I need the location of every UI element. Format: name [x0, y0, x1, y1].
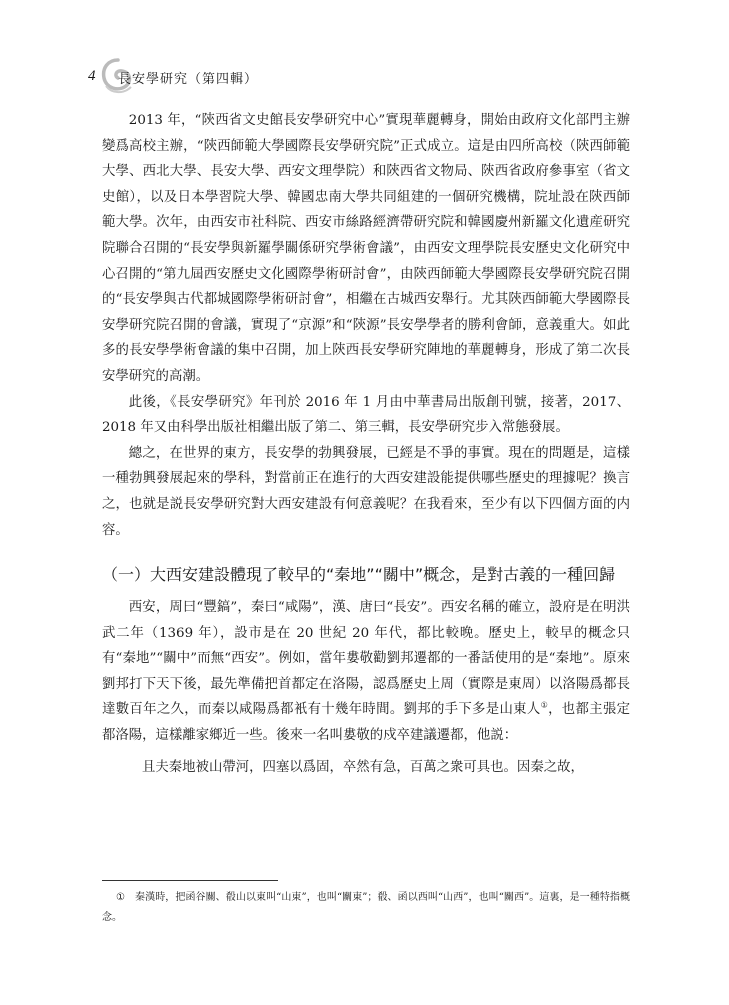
- paragraph: 此後，《長安學研究》年刊於 2016 年 1 月由中華書局出版創刊號，接著，2017、2018 年又由科學出版社相繼出版了第二、第三輯，長安學研究步入常態發展。: [102, 394, 630, 436]
- section-heading: （一）大西安建設體現了較早的“秦地”“關中”概念，是對古義的一種回歸: [102, 565, 616, 585]
- paragraph-text: 西安，周曰“豐鎬”，秦曰“咸陽”，漢、唐曰“長安”。西安名稱的確立，設府是在明洪武二年（1369 年），設市是在 20 世紀 20 年代，都比較晚。歷史上，較早的概念只有“秦地”“關中”而無“西安”。例如，當年婁敬勸劉邦遷都的一番話使用的是“秦地”。原來劉邦打下天下後，最先準備把首都定在洛陽，認爲歷史上周（實際是東周）以洛陽爲都長達數百年之久，而秦以咸陽爲都衹有十幾年時間。劉邦的手下多是山東人: [102, 600, 630, 718]
- footnote-divider: [102, 880, 278, 881]
- block-quote: 且夫秦地被山帶河，四塞以爲固，卒然有急，百萬之衆可具也。因秦之故，: [142, 759, 584, 775]
- running-title: 長安學研究（第四輯）: [118, 72, 259, 87]
- page-number: 4: [88, 68, 96, 84]
- paragraph: 2013 年，“陝西省文史館長安學研究中心”實現華麗轉身，開始由政府文化部門主辦變爲高校主辦，“陝西師範大學國際長安學研究院”正式成立。這是由四所高校（陝西師範大學、西北大學、長安大學、西安文理學院）和陝西省文物局、陝西省政府參事室（省文史館），以及日本學習院大學、韓國忠南大學共同組建的一個研究機構，院址設在陝西師範大學。次年，由西安市社科院、西安市絲路經濟帶研究院和韓國慶州新羅文化遺産研究院聯合召開的“長安學與新羅學關係研究學術會議”，由西安文理學院長安歷史文化研究中心召開的“第九屆西安歷史文化國際學術研討會”，由陝西師範大學國際長安學研究院召開的“長安學與古代都城國際學術研討會”，相繼在古城西安舉行。尤其陝西師範大學國際長安學研究院召開的會議，實現了“京源”和“陝源”長安學學者的勝利會師，意義重大。如此多的長安學學術會議的集中召開，加上陝西長安學研究陣地的華麗轉身，形成了第二次長安學研究的高潮。: [102, 113, 630, 384]
- main-text: [102, 108, 630, 780]
- footnote: [102, 888, 630, 928]
- paragraph: [102, 595, 630, 749]
- page-header: [88, 56, 388, 96]
- paragraph-text: ，也都主張定都洛陽，這樣離家鄉近一些。後來一名叫婁敬的戍卒建議遷都，他説：: [102, 702, 631, 744]
- footnote-mark: ①: [116, 892, 125, 903]
- paragraph: 總之，在世界的東方，長安學的勃興發展，已經是不爭的事實。現在的問題是，這樣一種勃興發展起來的學科，對當前正在進行的大西安建設能提供哪些歷史的理據呢？換言之，也就是説長安學研究對大西安建設有何意義呢？在我看來，至少有以下四個方面的内容。: [102, 445, 630, 538]
- footnote-text: 秦漢時，把函谷關、殽山以東叫“山東”，也叫“關東”；殽、函以西叫“山西”，也叫“關西”。這裏，是一種特指概念。: [102, 892, 630, 923]
- footnote-reference[interactable]: ①: [540, 701, 549, 710]
